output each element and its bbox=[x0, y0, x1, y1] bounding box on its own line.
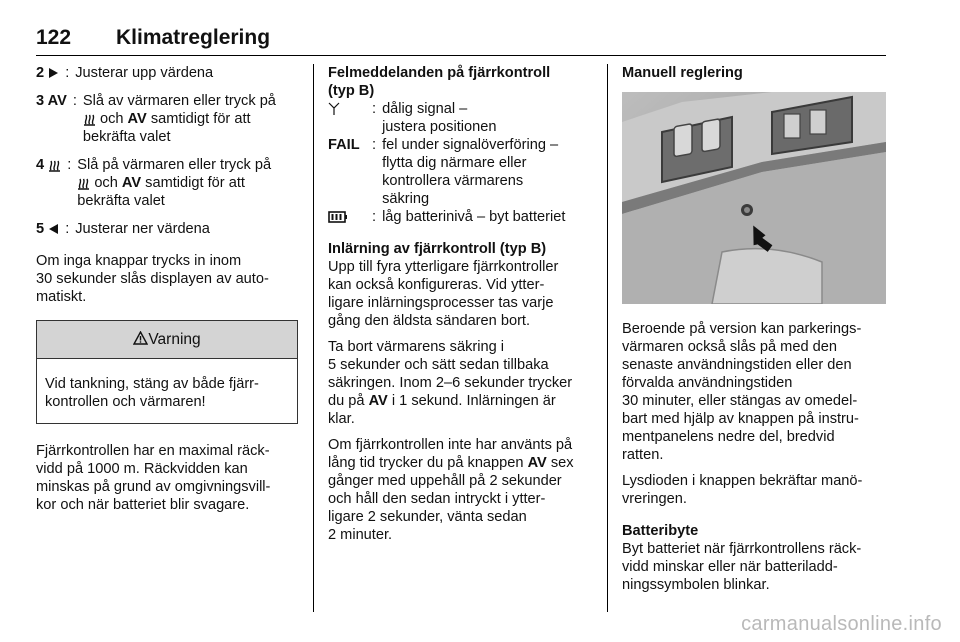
arrow-right-icon bbox=[48, 67, 59, 79]
error-weak-signal: : dålig signal – justera positionen bbox=[328, 100, 592, 136]
manual-paragraph-2: Lysdioden i knappen bekräftar manö- vreringen. bbox=[622, 473, 863, 507]
display-timeout-paragraph: Om inga knappar trycks in inom 30 sekunder slås displayen av auto- matiskt. bbox=[36, 253, 269, 305]
error-fail: FAIL : fel under signalöverföring – flytta dig närmare eller kontrollera värmarens säkring bbox=[328, 137, 559, 207]
item-3-key: 3 AV bbox=[36, 93, 67, 109]
item-5: 5 : Justerar ner värdena bbox=[36, 220, 298, 238]
column-divider-2 bbox=[607, 64, 608, 612]
page-title: Klimatreglering bbox=[116, 26, 271, 49]
heater-icon bbox=[83, 112, 96, 126]
battery-change-heading: Batteribyte bbox=[622, 523, 699, 539]
item-2: 2 : Justerar upp värdena bbox=[36, 64, 298, 82]
warning-triangle-icon bbox=[133, 331, 148, 345]
column-divider-1 bbox=[313, 64, 314, 612]
column-2 bbox=[328, 64, 592, 552]
dashboard-illustration bbox=[622, 92, 886, 304]
warning-header bbox=[37, 321, 297, 359]
dashboard-button-photo bbox=[622, 92, 886, 304]
page-number: 122 bbox=[36, 26, 72, 49]
item-5-text: Justerar ner värdena bbox=[75, 221, 210, 237]
item-5-key: 5 bbox=[36, 220, 59, 238]
page-header bbox=[36, 26, 886, 56]
item-2-text: Justerar upp värdena bbox=[75, 65, 214, 81]
learning-paragraph-2: Ta bort värmarens säkring i 5 sekunder och sätt sedan tillbaka säkringen. Inom 2–6 sekunder trycker du på AV i 1 sekund. Inlärningen är klar. bbox=[328, 339, 573, 427]
heater-icon bbox=[48, 158, 61, 172]
item-3: 3 AV : Slå av värmaren eller tryck på och AV samtidigt för att bekräfta valet bbox=[36, 93, 276, 145]
warning-box bbox=[36, 320, 298, 424]
manual-paragraph-1: Beroende på version kan parkerings- värmaren också slås på med den senaste användningstiden eller den förvalda användningstiden 30 minuter, eller stängas av omedel- bart med hjälp av knappen på instru- mentpanelens nedre del, bredvid ratten. bbox=[622, 321, 862, 463]
watermark: carmanualsonline.info bbox=[741, 613, 942, 635]
antenna-icon bbox=[328, 102, 340, 116]
warning-title: Varning bbox=[148, 331, 201, 348]
battery-icon bbox=[328, 211, 348, 223]
arrow-left-icon bbox=[48, 223, 59, 235]
item-2-key: 2 bbox=[36, 64, 59, 82]
column-1 bbox=[36, 64, 298, 522]
error-low-battery: : låg batterinivå – byt batteriet bbox=[328, 208, 592, 226]
range-paragraph: Fjärrkontrollen har en maximal räck- vidd på 1000 m. Räckvidden kan minskas på grund av omgivningsvill- kor och när batteriet blir svagare. bbox=[36, 443, 271, 513]
learning-paragraph-3: Om fjärrkontrollen inte har använts på lång tid trycker du på knappen AV sex gånger med uppehåll på 2 sekunder och håll den sedan intryckt i ytter- ligare 2 sekunder, vänta sedan 2 minuter. bbox=[328, 437, 574, 543]
column-3 bbox=[622, 64, 886, 602]
header-rule bbox=[36, 55, 886, 56]
fail-key: FAIL bbox=[328, 137, 360, 153]
manual-control-heading: Manuell reglering bbox=[622, 65, 743, 81]
warning-body: Vid tankning, stäng av både fjärr- kontrollen och värmaren! bbox=[45, 376, 259, 410]
error-messages-heading: Felmeddelanden på fjärrkontroll (typ B) bbox=[328, 65, 551, 99]
heater-icon bbox=[77, 176, 90, 190]
battery-change-paragraph: Byt batteriet när fjärrkontrollens räck- vidd minskar eller när batteriladd- ningssymbolen blinkar. bbox=[622, 541, 862, 593]
learning-heading: Inlärning av fjärrkontroll (typ B) bbox=[328, 241, 547, 257]
item-4: 4 : Slå på värmaren eller tryck på och AV samtidigt för att bekräfta valet bbox=[36, 157, 272, 209]
item-4-key: 4 bbox=[36, 156, 61, 210]
learning-paragraph-1: Upp till fyra ytterligare fjärrkontroller kan också konfigureras. Vid ytter- ligare inlärningsprocesser tas varje gång den äldsta sändaren bort. bbox=[328, 259, 559, 329]
